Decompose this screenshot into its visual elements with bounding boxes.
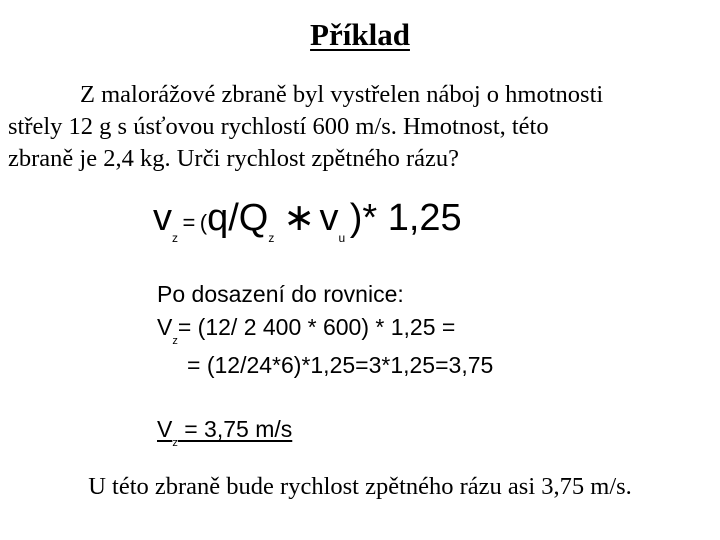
result-line [157,413,292,451]
formula-v2-subscript: u [338,231,346,245]
formula-v-subscript: z [172,231,178,245]
formula-equals: = [182,210,196,235]
problem-line-2: střely 12 g s úsťovou rychlostí 600 m/s. Hmotnost, této [8,113,549,140]
work-line-1-v: V [157,314,173,340]
work-line-1-subscript: z [172,335,178,347]
slide-title-text: Příklad [310,17,410,52]
formula-v: v [153,197,172,239]
problem-statement [8,79,720,175]
conclusion: U této zbraně bude rychlost zpětného rázu asi 3,75 m/s. [88,473,632,500]
formula-tail: )* 1,25 [349,197,462,239]
recoil-formula [153,195,462,255]
work-line-1-rest: = (12/ 2 400 * 600) * 1,25 = [177,314,456,340]
formula-v2: v [319,197,339,239]
slide-title [0,16,720,54]
formula-Q-subscript: z [268,231,275,245]
formula-slash: / [228,197,239,239]
result-subscript: z [172,437,178,449]
work-heading: Po dosazení do rovnice: [157,281,404,307]
formula-q: q [207,197,229,239]
formula-times: ∗ [283,197,316,239]
problem-line-1: Z malorážové zbraně byl vystřelen náboj o hmotnosti [80,81,604,108]
formula-open-paren: ( [199,210,208,235]
result-rest: = 3,75 m/s [177,416,293,442]
formula-Q: Q [238,197,269,239]
result-value [157,416,293,449]
substitution-work [157,278,493,382]
problem-line-3: zbraně je 2,4 kg. Urči rychlost zpětného rázu? [8,145,460,172]
work-line-1 [157,311,493,349]
result-v: V [157,416,173,442]
work-line-2: = (12/24*6)*1,25=3*1,25=3,75 [187,352,494,378]
